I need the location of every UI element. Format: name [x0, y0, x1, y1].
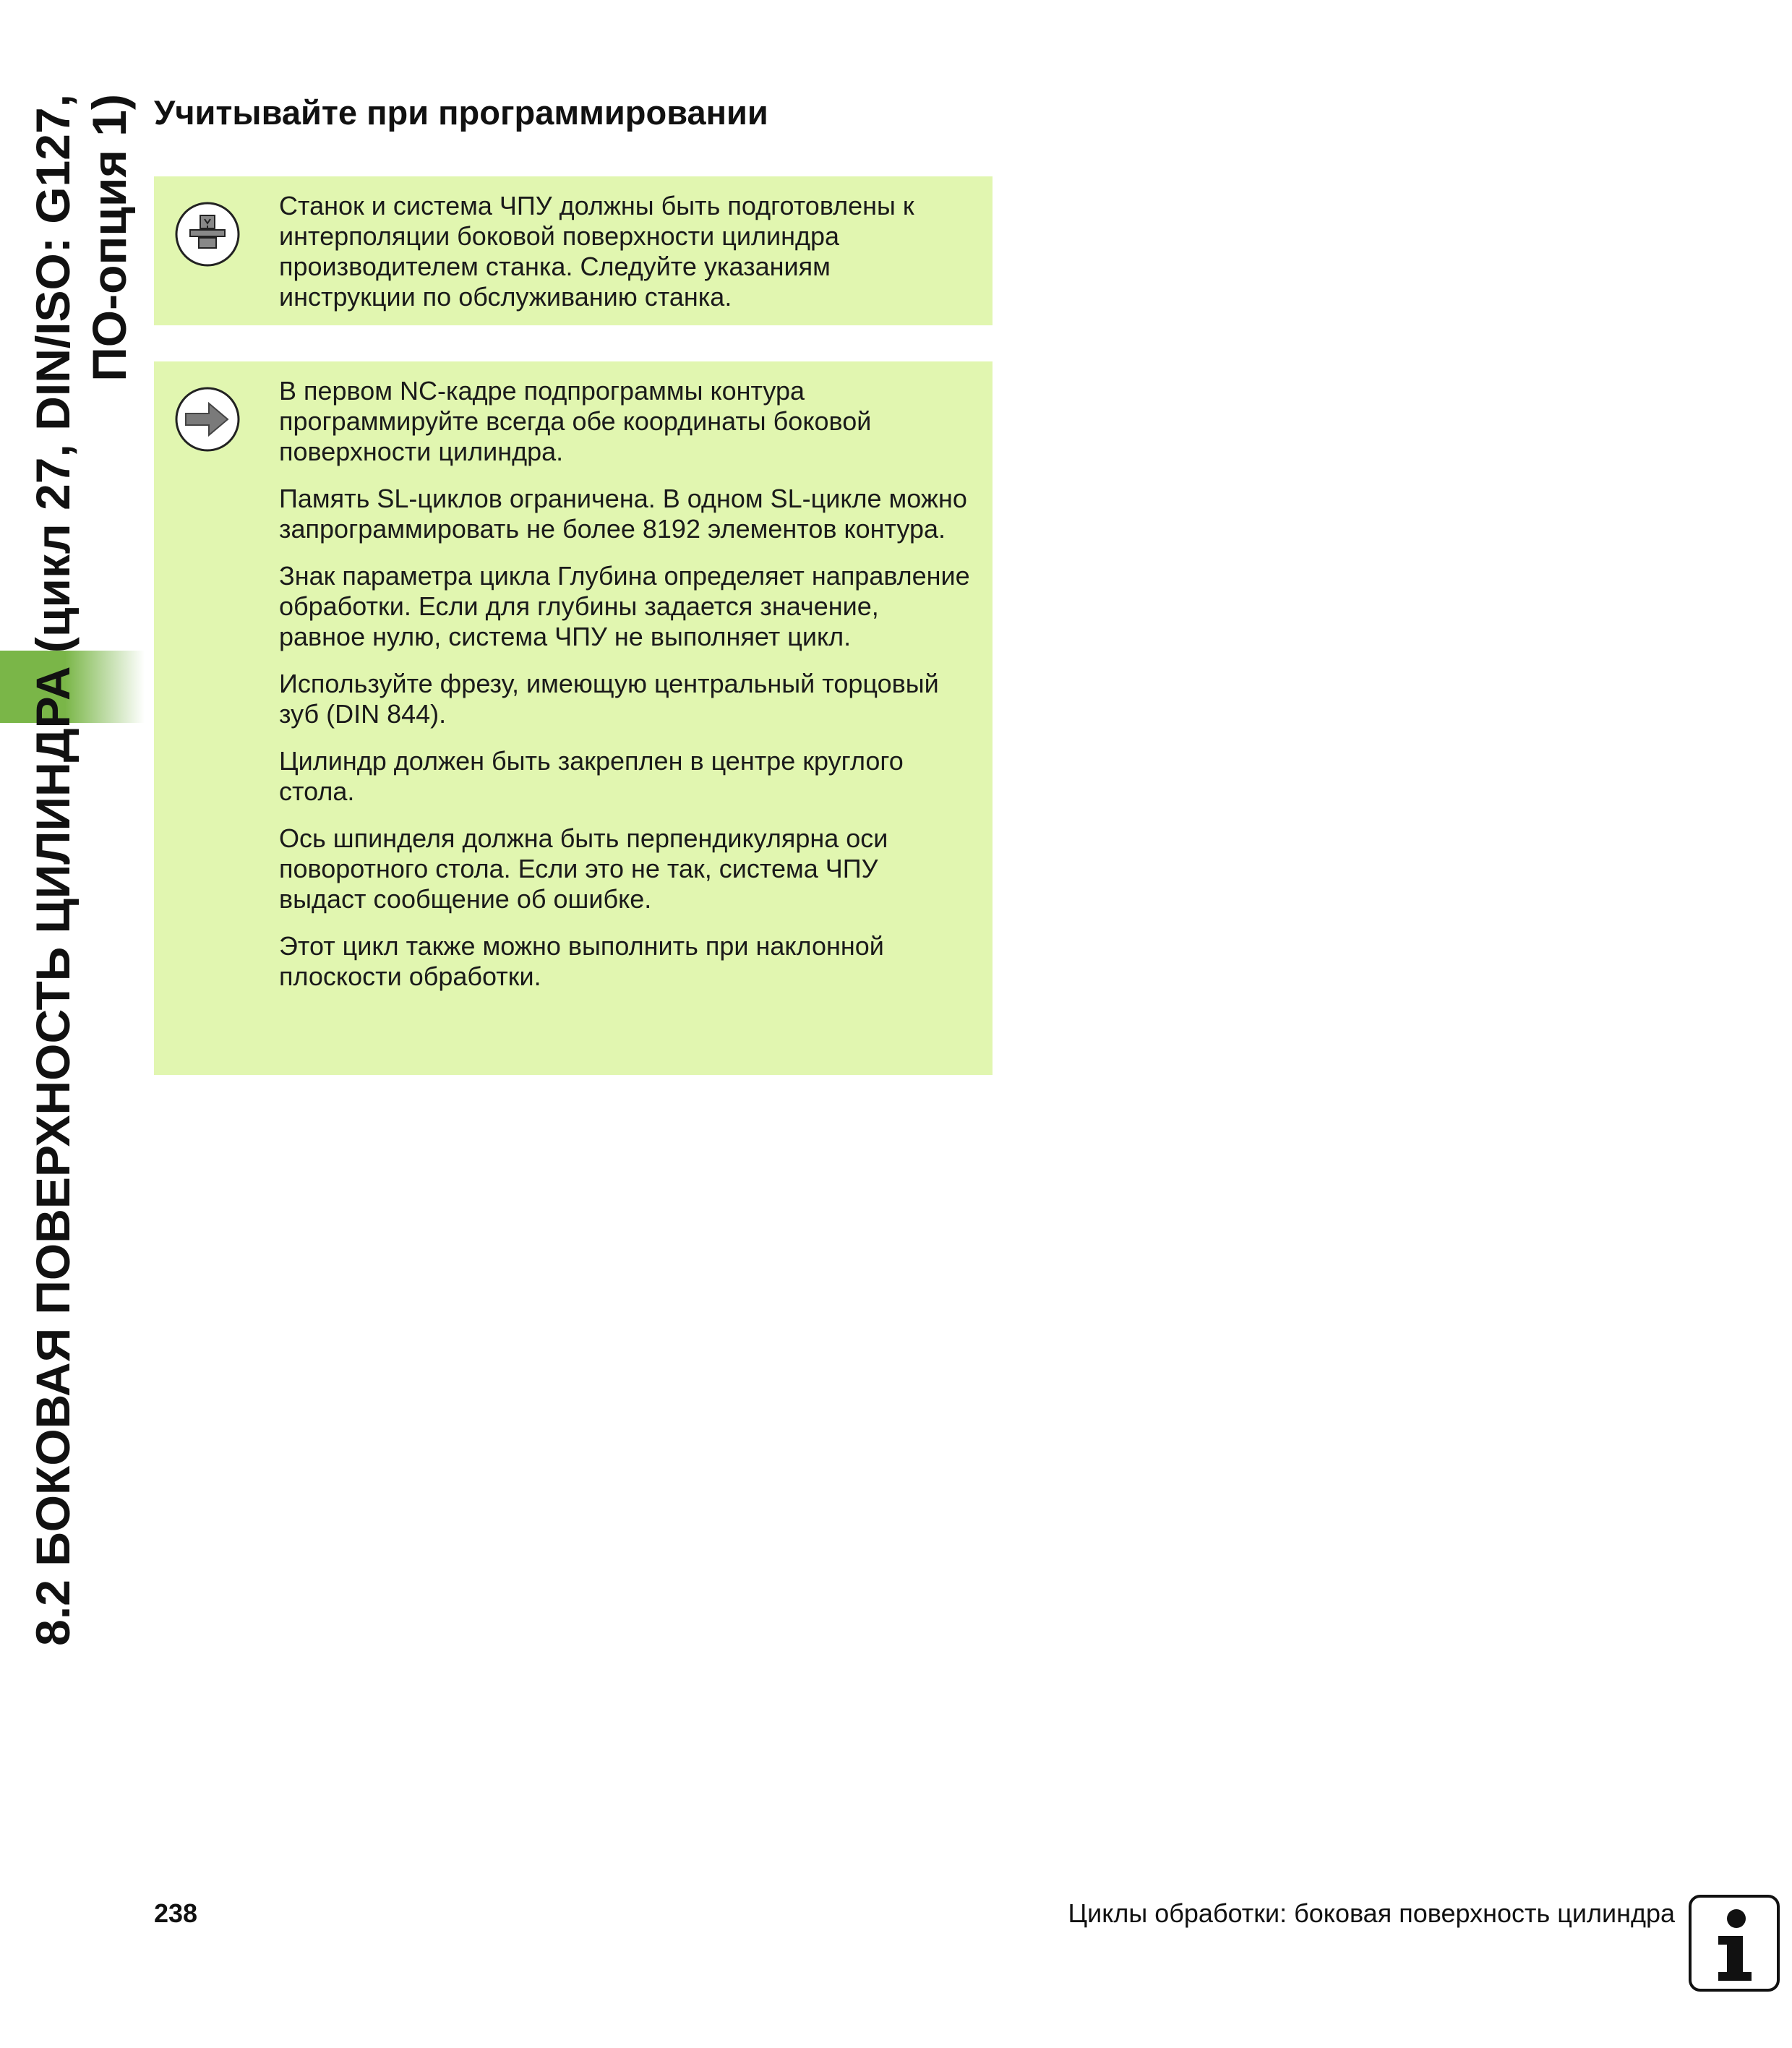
note-paragraph: Цилиндр должен быть закреплен в центре круглого стола.: [279, 746, 904, 806]
note-paragraph: Память SL-циклов ограничена. В одном SL-цикле можно запрограммировать не более 8192 элементов контура.: [279, 484, 967, 544]
page-number: 238: [154, 1898, 198, 1928]
note-paragraph: Знак параметра цикла Глубина определяет направление обработки. Если для глубины задается значение, равное нулю, система ЧПУ не выполняет цикл.: [279, 561, 970, 651]
section-heading: Учитывайте при программировании: [154, 93, 768, 132]
note-paragraph: Ось шпинделя должна быть перпендикулярна оси поворотного стола. Если это не так, система ЧПУ выдаст сообщение об ошибке.: [279, 823, 888, 914]
chapter-section-title-line2: ПО-опция 1): [82, 94, 136, 382]
machine-icon: [174, 201, 241, 267]
machine-note-box: [154, 176, 993, 325]
note-paragraph: Используйте фрезу, имеющую центральный торцовый зуб (DIN 844).: [279, 669, 939, 729]
info-icon[interactable]: [1688, 1894, 1780, 1992]
arrow-right-icon: [174, 386, 241, 453]
note-paragraph: Этот цикл также можно выполнить при наклонной плоскости обработки.: [279, 931, 884, 991]
note-paragraph: В первом NC-кадре подпрограммы контура программируйте всегда обе координаты боковой поверхности цилиндра.: [279, 376, 872, 466]
machine-note-text: Станок и система ЧПУ должны быть подготовлены к интерполяции боковой поверхности цилиндра производителем станка. Следуйте указаниям инструкции по обслуживанию станка.: [279, 191, 914, 312]
chapter-section-title-line1: 8.2 БОКОВАЯ ПОВЕРХНОСТЬ ЦИЛИНДРА (цикл 27, DIN/ISO: G127,: [26, 94, 80, 1646]
chapter-section-title: [25, 94, 137, 1684]
footer-chapter-title: Циклы обработки: боковая поверхность цилиндра: [1068, 1898, 1675, 1928]
programming-note-box: [154, 361, 993, 1075]
